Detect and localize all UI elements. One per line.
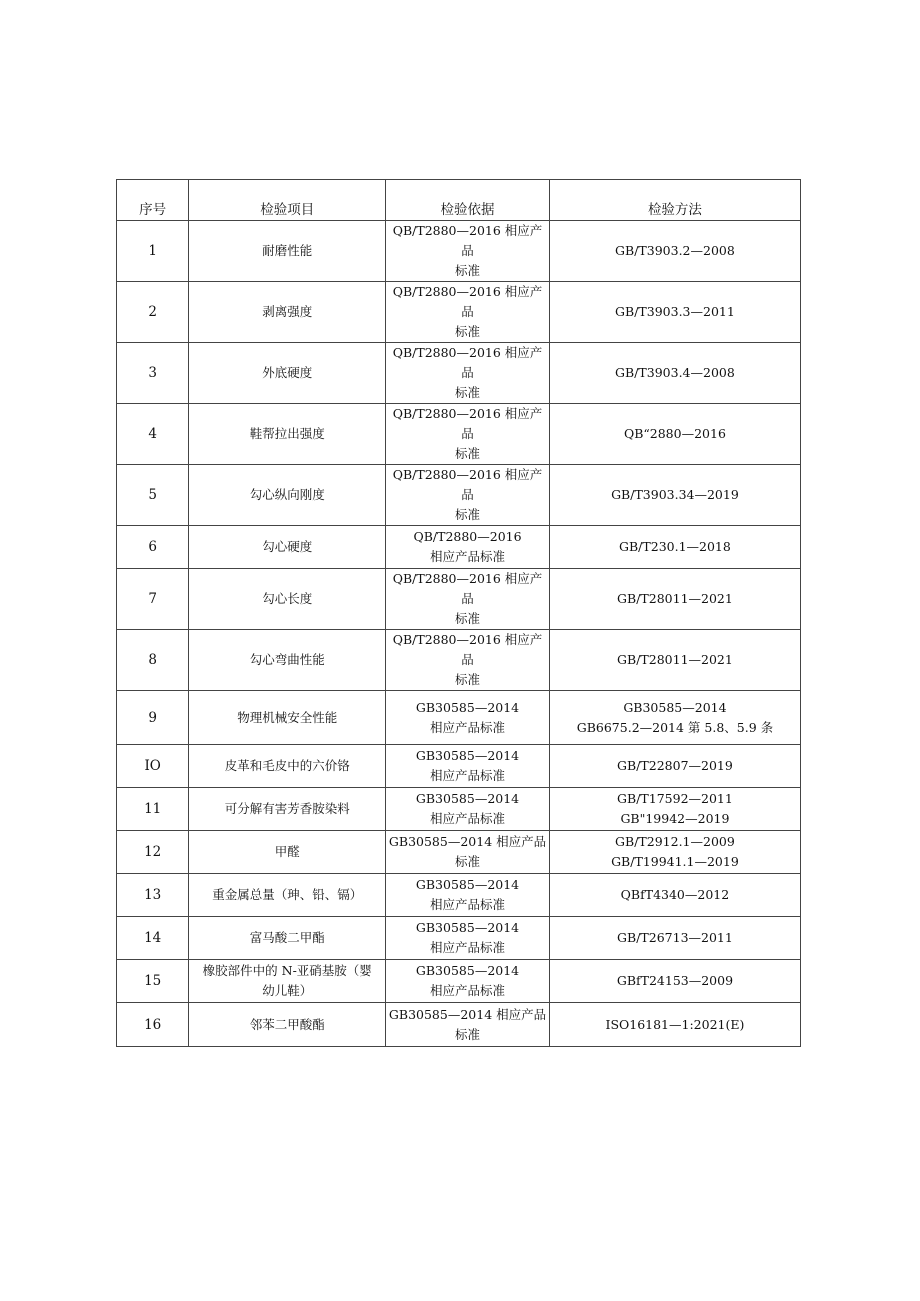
row-method [549,569,800,630]
row-method [549,526,800,569]
row-item-line: 勾心硬度 [262,539,313,554]
row-method [549,465,800,526]
row-item [189,630,386,691]
row-method-line: GBfT24153—2009 [616,973,734,988]
row-method [549,745,800,788]
row-basis-line: 标准 [455,854,481,869]
row-item [189,788,386,831]
row-index: 6 [117,526,189,569]
row-method [549,404,800,465]
header-index: 序号 [117,180,189,221]
row-basis-line: 相应产品标准 [430,940,506,955]
row-item [189,874,386,917]
row-method-line: GB/T22807—2019 [617,758,733,773]
row-item [189,404,386,465]
row-method [549,831,800,874]
row-index: 11 [117,788,189,831]
table-row [117,917,801,960]
row-basis-line: 标准 [455,611,481,626]
row-basis-line: 标准 [455,446,481,461]
row-method [549,788,800,831]
row-index: 12 [117,831,189,874]
row-basis-line: QB/T2880—2016 [413,529,522,544]
row-method-line: GB/T17592—2011 [617,791,733,806]
table-row [117,691,801,745]
row-item-line: 剥离强度 [262,304,313,319]
row-index: 7 [117,569,189,630]
row-method [549,1003,800,1047]
row-item [189,569,386,630]
row-item [189,917,386,960]
row-method-line: GB/T19941.1—2019 [611,854,739,869]
table-body [117,221,801,1047]
table-row [117,874,801,917]
table-row [117,526,801,569]
row-basis-line: 相应产品标准 [430,549,506,564]
row-item [189,691,386,745]
row-index: 4 [117,404,189,465]
row-basis-line: 标准 [455,672,481,687]
row-basis [386,960,550,1003]
row-method-line: GB/T3903.4—2008 [615,365,735,380]
row-basis [386,221,550,282]
row-basis-line: 标准 [455,324,481,339]
table-row [117,831,801,874]
row-basis-line: GB30585—2014 [415,963,520,978]
row-method-line: GB/T230.1—2018 [619,539,731,554]
row-method-line: GB/T26713—2011 [617,930,733,945]
table-row [117,745,801,788]
row-method [549,960,800,1003]
row-index: 2 [117,282,189,343]
row-basis-line: QB/T2880—2016 相应产品 [392,632,543,667]
row-basis [386,569,550,630]
row-basis-line: 标准 [455,385,481,400]
header-basis: 检验依据 [386,180,550,221]
row-basis-line: QB/T2880—2016 相应产品 [392,571,543,606]
row-index: IO [117,745,189,788]
row-basis-line: GB30585—2014 [415,920,520,935]
header-item: 检验项目 [189,180,386,221]
row-method [549,691,800,745]
row-basis [386,404,550,465]
row-basis-line: 相应产品标准 [430,811,506,826]
row-item-line: 橡胶部件中的 N-亚硝基胺（婴 [202,963,372,978]
row-item [189,831,386,874]
row-method-line: GB/T28011—2021 [617,591,733,606]
row-basis-line: 标准 [455,263,481,278]
row-index: 9 [117,691,189,745]
row-item-line: 甲醛 [274,844,300,859]
row-item-line: 重金属总量（珅、铅、镉） [212,887,363,902]
row-method [549,221,800,282]
row-basis [386,526,550,569]
row-method-line: GB6675.2—2014 第 5.8、5.9 条 [576,719,774,735]
table-row [117,569,801,630]
row-basis-line: 相应产品标准 [430,768,506,783]
row-item [189,1003,386,1047]
row-basis [386,1003,550,1047]
row-item-line: 外底硬度 [262,365,313,380]
row-method [549,874,800,917]
row-basis-line: QB/T2880—2016 相应产品 [392,284,543,319]
row-basis [386,917,550,960]
row-item [189,526,386,569]
row-basis-line: QB/T2880—2016 相应产品 [392,467,543,502]
row-basis [386,831,550,874]
row-basis [386,465,550,526]
row-item-line: 富马酸二甲酯 [249,930,325,945]
row-index: 13 [117,874,189,917]
row-item [189,343,386,404]
header-method: 检验方法 [549,180,800,221]
row-basis-line: GB30585—2014 [415,699,520,715]
table-row [117,221,801,282]
row-basis-line: GB30585—2014 [415,748,520,763]
table-row [117,404,801,465]
row-basis-line: QB/T2880—2016 相应产品 [392,345,543,380]
row-item-line: 皮革和毛皮中的六价铬 [224,758,350,773]
row-index: 3 [117,343,189,404]
row-item [189,221,386,282]
row-method-line: ISO16181—1:2021(E) [605,1016,745,1032]
row-method-line: GB/T3903.34—2019 [611,487,739,502]
row-basis-line: 标准 [455,1026,481,1042]
row-basis-line: 相应产品标准 [430,719,506,735]
table-row [117,465,801,526]
row-method-line: QB“2880—2016 [623,426,726,441]
row-item [189,282,386,343]
row-method-line: GB/T3903.3—2011 [615,304,735,319]
row-item-line: 勾心纵向刚度 [249,487,325,502]
row-item-line: 勾心弯曲性能 [249,652,325,667]
row-item [189,745,386,788]
row-method-line: QBfT4340—2012 [620,887,730,902]
row-basis [386,282,550,343]
row-method-line: GB/T28011—2021 [617,652,733,667]
row-index: 1 [117,221,189,282]
row-item-line: 鞋帮拉出强度 [249,426,325,441]
table-row [117,960,801,1003]
row-item-line: 可分解有害芳香胺染料 [224,801,350,816]
row-basis-line: QB/T2880—2016 相应产品 [392,406,543,441]
row-item-line: 物理机械安全性能 [237,709,338,725]
row-index: 15 [117,960,189,1003]
row-method-line: GB/T3903.2—2008 [615,243,735,258]
row-index: 14 [117,917,189,960]
row-basis [386,874,550,917]
row-item [189,960,386,1003]
row-method-line: GB30585—2014 [623,699,727,715]
row-basis [386,630,550,691]
row-method-line: GB/T2912.1—2009 [615,834,735,849]
row-basis-line: GB30585—2014 相应产品 [388,834,547,849]
table-row [117,630,801,691]
table-row [117,282,801,343]
row-index: 5 [117,465,189,526]
table-row [117,1003,801,1047]
header-row [117,180,801,221]
row-item-line: 幼儿鞋） [262,983,313,998]
row-basis-line: 相应产品标准 [430,897,506,912]
row-basis [386,343,550,404]
row-method [549,282,800,343]
row-method [549,630,800,691]
row-method-line: GB"19942—2019 [620,811,730,826]
row-index: 16 [117,1003,189,1047]
row-index: 8 [117,630,189,691]
row-basis-line: QB/T2880—2016 相应产品 [392,223,543,258]
row-method [549,343,800,404]
row-basis-line: 相应产品标准 [430,983,506,998]
row-basis-line: GB30585—2014 [415,877,520,892]
row-basis [386,691,550,745]
row-item-line: 勾心长度 [262,591,313,606]
row-item-line: 耐磨性能 [262,243,313,258]
row-method [549,917,800,960]
row-basis-line: GB30585—2014 相应产品 [388,1006,547,1022]
table-row [117,788,801,831]
row-basis-line: 标准 [455,507,481,522]
row-basis-line: GB30585—2014 [415,791,520,806]
row-item [189,465,386,526]
row-basis [386,788,550,831]
inspection-table [116,179,801,1047]
row-item-line: 邻苯二甲酸酯 [249,1016,325,1032]
row-basis [386,745,550,788]
table-row [117,343,801,404]
